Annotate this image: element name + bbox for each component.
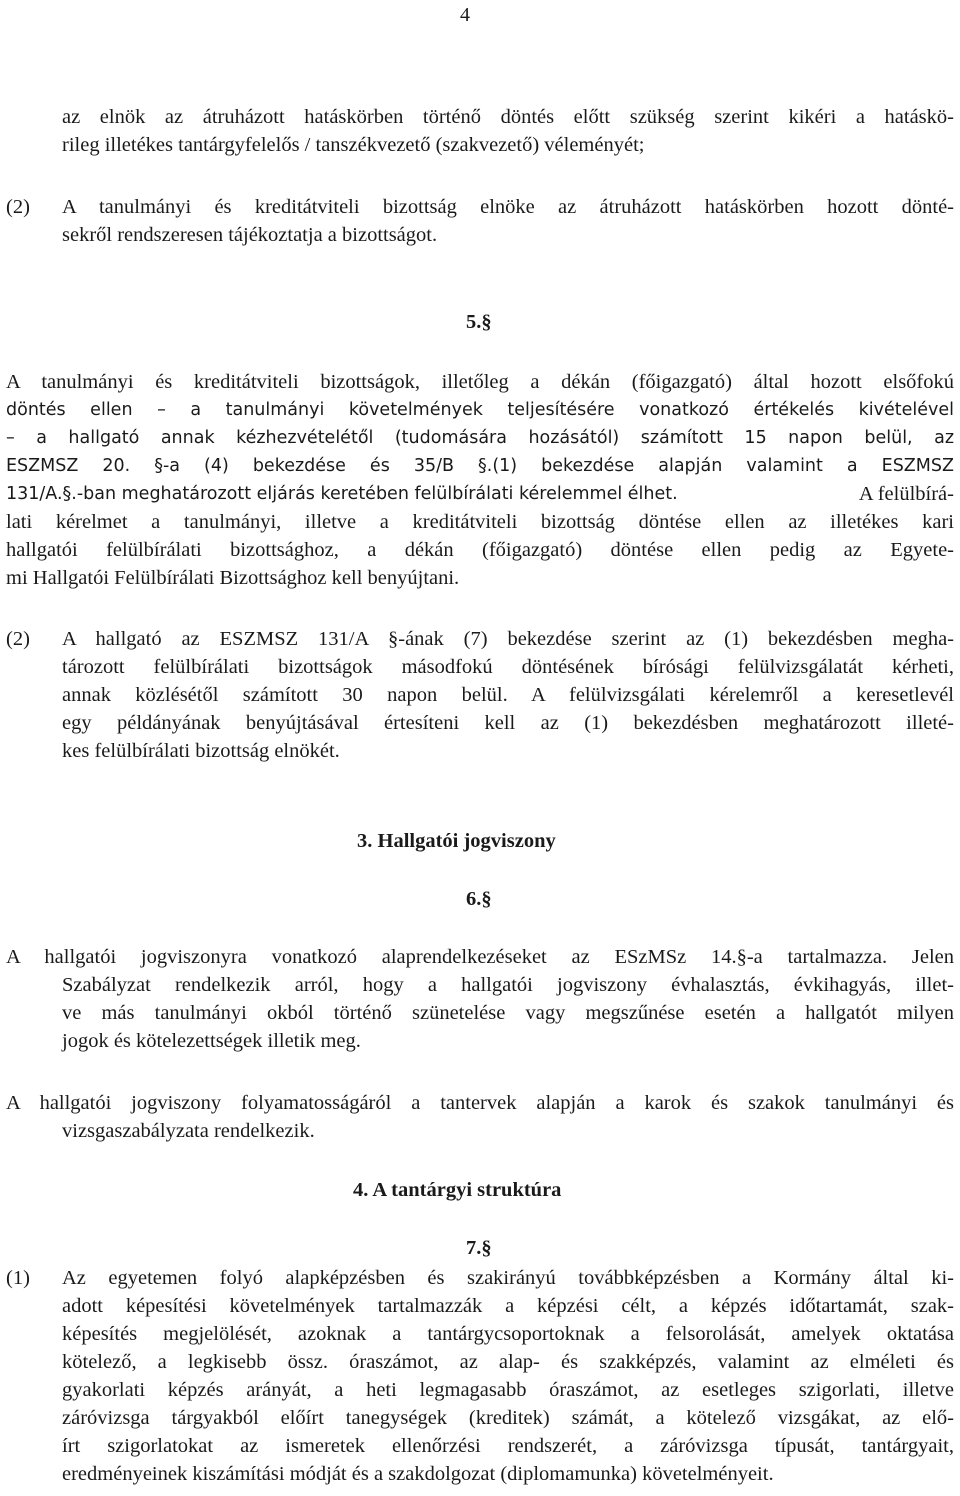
paragraph-2-line-2: sekről rendszeresen tájékoztatja a bizottságot.	[62, 224, 438, 246]
section-7-p1-line-5: gyakorlati képzés arányát, a heti legmagasabb óraszámot, az esetleges szigorlati, illetve	[62, 1379, 954, 1401]
section-6-p2-line-1: A hallgatói jogviszony folyamatosságáról a tantervek alapján a karok és szakok tanulmányi és	[6, 1092, 954, 1114]
section-5-p1-line-2: döntés ellen – a tanulmányi követelmények teljesítésére vonatkozó értékelés kivételével	[6, 400, 954, 420]
section-7-p1-line-6: záróvizsga tárgyakból előírt tanegységek (kreditek) számát, a kötelező vizsgákat, az elő-	[62, 1407, 954, 1429]
section-7-p1-line-8: eredményeinek kiszámítási módját és a szakdolgozat (diplomamunka) követelményeit.	[62, 1463, 774, 1485]
section-5-p2-line-3: annak közlésétől számított 30 napon belül. A felülvizsgálati kérelemről a keresetlevél	[62, 684, 954, 706]
chapter-4-heading: 4. A tantárgyi struktúra	[353, 1179, 562, 1201]
section-7-p1-line-3: képesítés megjelölését, azoknak a tantárgycsoportoknak a felsorolását, amelyek oktatása	[62, 1323, 954, 1345]
section-5-p1-line-1: A tanulmányi és kreditátviteli bizottságok, illetőleg a dékán (főigazgató) által hozott elsőfokú	[6, 371, 954, 393]
section-6-p1-line-4: jogok és kötelezettségek illetik meg.	[62, 1030, 361, 1052]
section-5-p1-line-3: – a hallgató annak kézhezvételétől (tudomására hozásától) számított 15 napon belül, az	[6, 428, 954, 448]
section-7-p1-line-1: Az egyetemen folyó alapképzésben és szakirányú továbbképzésben a Kormány által ki-	[62, 1267, 954, 1289]
page-number: 4	[460, 4, 470, 26]
section-5-p2-line-2: tározott felülbírálati bizottságok másodfokú döntésének bírósági felülvizsgálatát kérheti,	[62, 656, 954, 678]
section-5-p2-line-4: egy példányának benyújtásával értesíteni kell az (1) bekezdésben meghatározott illeté-	[62, 712, 954, 734]
section-5-p1-line-6: lati kérelmet a tanulmányi, illetve a kreditátviteli bizottság döntése ellen az illetékes kari	[6, 511, 954, 533]
paragraph-2-line-1: A tanulmányi és kreditátviteli bizottság elnöke az átruházott hatáskörben hozott dönté-	[62, 196, 954, 218]
section-6-p1-line-3: ve más tanulmányi okból történő szünetelése vagy megszűnése esetén a hallgatót milyen	[62, 1002, 954, 1024]
section-5-p2-label: (2)	[6, 628, 30, 650]
section-7-p1-line-4: kötelező, a legkisebb össz. óraszámot, az alap- és szakképzés, valamint az elméleti és	[62, 1351, 954, 1373]
section-5-p1-line-5b: A felülbírá-	[858, 483, 954, 505]
section-7-p1-line-2: adott képesítési követelmények tartalmazzák a képzési célt, a képzés időtartamát, szak-	[62, 1295, 954, 1317]
section-6-p1-line-1: A hallgatói jogviszonyra vonatkozó alaprendelkezéseket az ESzMSz 14.§-a tartalmazza. Jelen	[6, 946, 954, 968]
section-5-p1-line-8: mi Hallgatói Felülbírálati Bizottsághoz kell benyújtani.	[6, 567, 460, 589]
section-5-p1-line-5a: 131/A.§.-ban meghatározott eljárás keretében felülbírálati kérelemmel élhet.	[6, 484, 678, 504]
section-7-p1-line-7: írt szigorlatokat az ismeretek ellenőrzési rendszerét, a záróvizsga típusát, tantárgyait,	[62, 1435, 954, 1457]
section-6-heading: 6.§	[466, 888, 492, 910]
section-5-p1-line-4: ESZMSZ 20. §-a (4) bekezdése és 35/B §.(1) bekezdése alapján valamint a ESZMSZ	[6, 456, 954, 476]
intro-line-2: rileg illetékes tantárgyfelelős / tanszékvezető (szakvezető) véleményét;	[62, 134, 645, 156]
intro-line-1: az elnök az átruházott hatáskörben történő döntés előtt szükség szerint kikéri a hatáskö-	[62, 106, 954, 128]
section-5-p2-line-1: A hallgató az ESZMSZ 131/A §-ának (7) bekezdése szerint az (1) bekezdésben megha-	[62, 628, 954, 650]
section-5-p2-line-5: kes felülbírálati bizottság elnökét.	[62, 740, 340, 762]
section-5-p1-line-7: hallgatói felülbírálati bizottsághoz, a dékán (főigazgató) döntése ellen pedig az Egyete-	[6, 539, 954, 561]
chapter-3-heading: 3. Hallgatói jogviszony	[357, 830, 556, 852]
section-6-p1-line-2: Szabályzat rendelkezik arról, hogy a hallgatói jogviszony évhalasztás, évkihagyás, illet-	[62, 974, 954, 996]
section-6-p2-line-2: vizsgaszabályzata rendelkezik.	[62, 1120, 315, 1142]
section-7-heading: 7.§	[466, 1237, 492, 1259]
paragraph-2-label: (2)	[6, 196, 30, 218]
section-5-heading: 5.§	[466, 311, 492, 333]
section-7-p1-label: (1)	[6, 1267, 30, 1289]
